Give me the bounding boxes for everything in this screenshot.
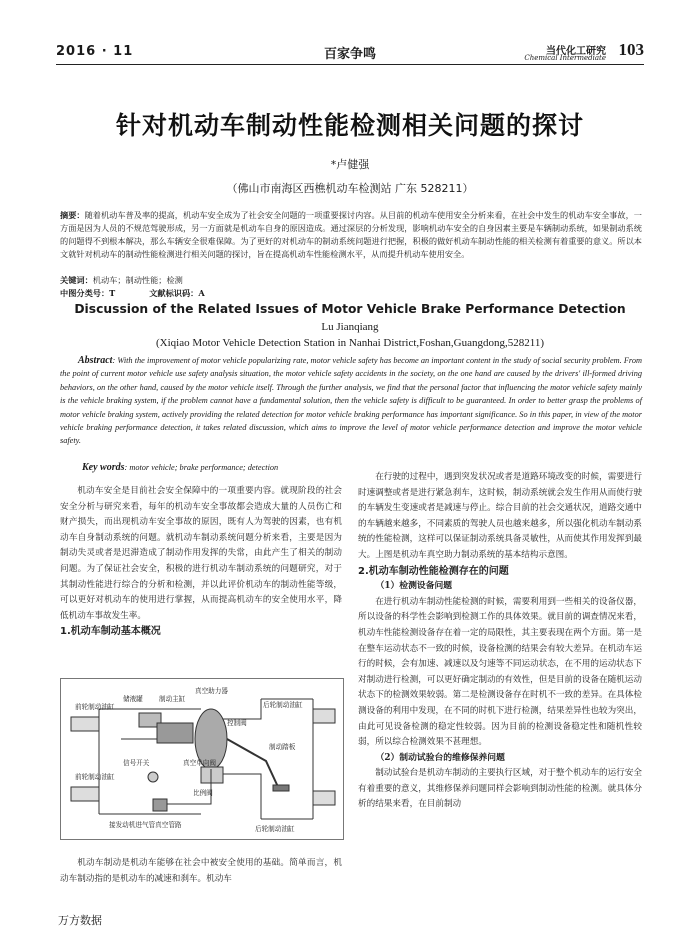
journal-name-cn: 当代化工研究	[546, 46, 606, 57]
footer-watermark: 万方数据	[58, 914, 102, 927]
clc-number: 中图分类号：T	[60, 288, 116, 298]
label-front-left: 前轮制动油缸	[75, 703, 115, 711]
affiliation-cn: （佛山市南海区西樵机动车检测站 广东 528211）	[226, 182, 474, 195]
abstract-en-label: Abstract	[78, 355, 113, 366]
label-master-cylinder: 制动主缸	[159, 695, 186, 703]
body-paragraph: 制动试验台是机动车制动的主要执行区域，对于整个机动车的运行安全有着重要的意义，其维修保养问题同样会影响到制动性能的检测。就具体分析的结果来看，在目前制动	[358, 768, 642, 810]
signal-switch-shape	[148, 772, 158, 782]
label-intake: 接发动机进气管真空管路	[109, 821, 182, 829]
body-left-column	[60, 484, 342, 640]
label-front-right: 前轮制动油缸	[75, 773, 115, 781]
front-right-cylinder	[71, 787, 99, 801]
rear-top-cylinder	[313, 709, 335, 723]
rear-bottom-cylinder	[313, 791, 335, 805]
body-paragraph: 在行驶的过程中，遇到突发状况或者是道路环境改变的时候，需要进行时速调整或者是进行紧急刹车，这时候，制动系统就会发生作用从而使行驶的车辆发生变速或者是减速与停止。综合目前的社会交通状况，道路交通中的车辆越来越多，不同素质的驾驶人员也越来越多，所以强化机动车制动系统的性能检测，这样可以保证制动系统具备灵敏性，从而使其作用发挥到最大。上图是机动车真空助力制动系统的基本结构示意图。	[358, 472, 642, 560]
article-title-cn: 针对机动车制动性能检测相关问题的探讨	[115, 111, 584, 140]
journal-name-en: Chemical Intermediate	[524, 54, 606, 62]
author-en: Lu Jianqiang	[321, 321, 379, 333]
classification	[60, 287, 642, 299]
section-heading-2: 2.机动车制动性能检测存在的问题	[358, 565, 509, 577]
keywords-en-label: Key words	[82, 462, 125, 473]
label-signal-switch: 信号开关	[123, 759, 150, 767]
label-reservoir: 储液罐	[123, 695, 143, 703]
label-control-valve: 控制阀	[227, 719, 247, 727]
label-rear-bottom: 后轮制动油缸	[255, 825, 295, 833]
label-check-valve: 真空单向阀	[183, 759, 216, 767]
keywords-en-text: : motor vehicle; brake performance; detection	[124, 463, 279, 472]
body-paragraph: 机动车制动是机动车能够在社会中被安全使用的基础。简单而言，机动车制动指的是机动车的减速和刹车。机动车	[60, 858, 342, 884]
prop-valve-shape	[201, 767, 223, 783]
body-right-column	[358, 470, 642, 813]
keywords-cn-label: 关键词：	[60, 275, 93, 285]
keywords-cn	[60, 274, 642, 286]
master-cylinder-shape	[157, 723, 193, 743]
intake-shape	[153, 799, 167, 811]
label-pedal: 制动踏板	[269, 743, 296, 751]
abstract-cn	[60, 209, 642, 261]
doc-code: 文献标识码：A	[149, 288, 205, 298]
body-left-column-bottom	[60, 856, 342, 887]
author-cn: *卢健强	[330, 158, 370, 171]
column-section: 百家争鸣	[323, 47, 376, 62]
section-heading-1: 1.机动车制动基本概况	[60, 626, 161, 638]
label-booster: 真空助力器	[195, 687, 228, 695]
article-title-en: Discussion of the Related Issues of Motor Vehicle Brake Performance Detection	[74, 302, 626, 316]
issue-number: 2016 · 11	[56, 44, 134, 59]
body-paragraph: 机动车安全是目前社会安全保障中的一项重要内容。就现阶段的社会安全分析与研究来看，每年的机动车安全事故都会造成大量的人员伤亡和财产损失，而出现机动车安全事故的原因，既有人为驾驶的因素，也有机动车自身制动系统的问题。就机动车制动系统问题分析来看，主要是因为制动失灵或者是迟滞造成了制动作用发挥的失常，由此产生了相关的制动问题。为了保证社会安全，积极的进行机动车制动系统的问题研究，对于其制动性能进行综合的分析和检测，并以此评价机动车的制动性能等级，可以更好对机动车的使用进行掌握，从而提高机动车的安全使用水平，降低机动车事故发生率。	[60, 486, 342, 621]
header-rule	[56, 64, 644, 65]
front-left-cylinder	[71, 717, 99, 731]
pedal-shape	[273, 785, 289, 791]
label-rear-top: 后轮制动油缸	[263, 701, 303, 709]
brake-system-diagram	[61, 679, 343, 839]
abstract-en	[60, 354, 642, 448]
label-prop-valve: 比例阀	[193, 789, 213, 797]
abstract-en-text: : With the improvement of motor vehicle popularizing rate, motor vehicle safety has become an important content in the study of social security problem. From the point of current motor vehicle use safety analysis situation, the motor vehicle safety accidents in the society, on the one hand are caused by the drivers' ill-formed driving behaviors, on the other hand, caused by the motor vehicle itself. Through the further analysis, we find that the personal factor that influencing the motor vehicle safety mainly is the vehicle braking system, if the problem cannot have a fundamental solution, then the vehicle safety is difficult to be guaranteed. In order to better grasp the problems of motor vehicle braking system, actively providing the related detection for motor vehicle braking performance has important significance. So in this paper, in view of the motor vehicle braking performance detection, it takes related discussion, which aims to improve the level of motor vehicle performance detection and improve the motor vehicle safety.	[60, 356, 642, 446]
affiliation-en: (Xiqiao Motor Vehicle Detection Station in Nanhai District,Foshan,Guangdong,528211)	[156, 337, 544, 349]
subsection-heading-2-2: （2）制动试验台的维修保养问题	[375, 752, 505, 763]
keywords-cn-text: 机动车；制动性能；检测	[92, 275, 183, 285]
brake-system-figure	[60, 678, 344, 840]
body-paragraph: 在进行机动车制动性能检测的时候，需要利用到一些相关的设备仪器，所以设备的科学性会影响到检测工作的具体效果。就目前的调查情况来看，机动车性能检测设备存在着一定的局限性，其主要表现在两个方面。第一是在整车运动状态不一致的时候，设备检测的结果会有较大差异。在机动车运行的时候，会有加速、减速以及匀速等不同运动状态，在不用的运动状态下对制动进行检测，可以更好确定制动的有效性，但是目前的设备在随机运动状态下的检测效果较弱。第二是检测设备存在时机不一致的差异。在具体检测设备的利用中发现，在不同的时机下进行检测，结果差异性也较为突出，由此可见设备检测的稳定性较弱。因为目前的检测设备稳定性和随机性较弱，所以综合检测效果不甚理想。	[358, 596, 642, 748]
abstract-cn-text: 随着机动车普及率的提高，机动车安全成为了社会安全问题的一项重要探讨内容。从目前的机动车使用安全分析来看，在社会中发生的机动车安全事故，一方面是因为人员的不规范驾驶形成，另一方面就是机动车自身的原因造成。通过深层的分析发现，影响机动车安全的自身因素主要是车辆制动系统，如果制动系统的问题得不到根本解决，那么车辆安全很难保障。为了更好的对机动车的制动系统问题进行把握，积极的做好机动车制动性能的相关检测有着重要的意义。所以本文就针对机动车的制动性能检测进行相关问题的探讨，旨在提高机动车性能检测水平，从而提升机动车使用安全。	[60, 210, 642, 259]
keywords-en	[82, 462, 352, 473]
page-number: 103	[618, 40, 644, 59]
subsection-heading-2-1: （1）检测设备问题	[375, 581, 453, 592]
abstract-cn-label: 摘要：	[60, 210, 85, 220]
